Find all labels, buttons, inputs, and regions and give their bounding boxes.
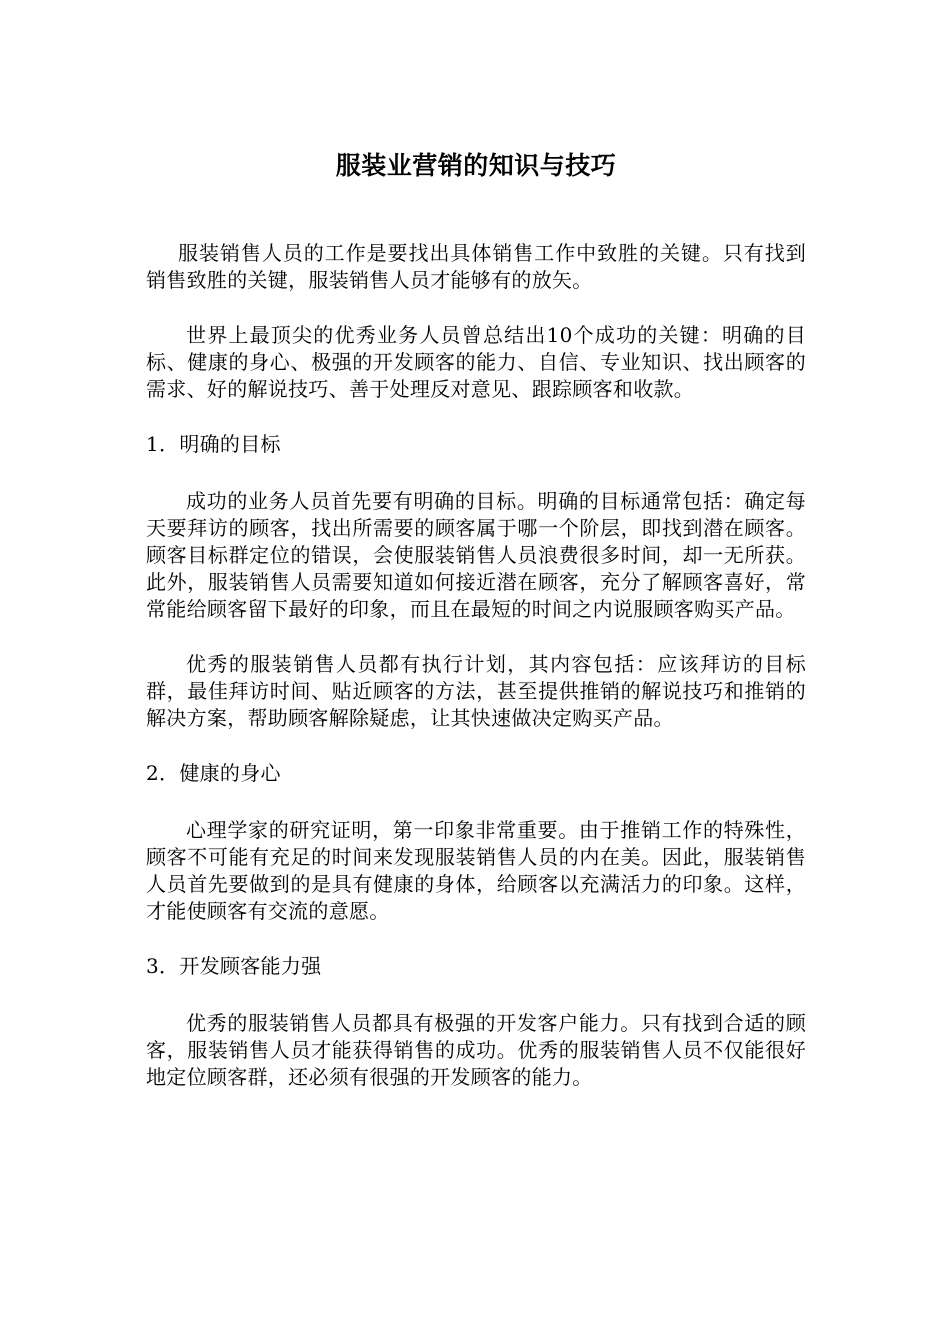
intro-paragraph-1: 服装销售人员的工作是要找出具体销售工作中致胜的关键。只有找到销售致胜的关键，服装销售人员才能够有的放矢。: [146, 241, 806, 292]
paragraph-spacer: [146, 623, 806, 651]
paragraph-spacer: [146, 403, 806, 431]
document-body: [146, 148, 806, 1091]
section-heading-3: 3．开发顾客能力强: [146, 954, 322, 978]
section-heading-1: 1．明确的目标: [146, 432, 281, 456]
section-1-paragraph-1: 成功的业务人员首先要有明确的目标。明确的目标通常包括：确定每天要拜访的顾客，找出所需要的顾客属于哪一个阶层，即找到潜在顾客。顾客目标群定位的错误，会使服装销售人员浪费很多时间，却一无所获。此外，服装销售人员需要知道如何接近潜在顾客，充分了解顾客喜好，常常能给顾客留下最好的印象，而且在最短的时间之内说服顾客购买产品。: [146, 489, 806, 621]
paragraph-spacer: [146, 732, 806, 760]
section-1-paragraph-2: 优秀的服装销售人员都有执行计划，其内容包括：应该拜访的目标群，最佳拜访时间、贴近顾客的方法，甚至提供推销的解说技巧和推销的解决方案，帮助顾客解除疑虑，让其快速做决定购买产品。: [146, 652, 806, 730]
paragraph-spacer: [146, 458, 806, 488]
paragraph-spacer: [146, 787, 806, 817]
section-3-paragraph-1: 优秀的服装销售人员都具有极强的开发客户能力。只有找到合适的顾客，服装销售人员才能获得销售的成功。优秀的服装销售人员不仅能很好地定位顾客群，还必须有很强的开发顾客的能力。: [146, 1011, 806, 1089]
paragraph-spacer: [146, 294, 806, 322]
paragraph-spacer: [146, 925, 806, 953]
intro-paragraph-2: 世界上最顶尖的优秀业务人员曾总结出10个成功的关键：明确的目标、健康的身心、极强的开发顾客的能力、自信、专业知识、找出顾客的需求、好的解说技巧、善于处理反对意见、跟踪顾客和收款。: [146, 323, 806, 401]
section-heading-2: 2．健康的身心: [146, 761, 281, 785]
section-2-paragraph-1: 心理学家的研究证明，第一印象非常重要。由于推销工作的特殊性，顾客不可能有充足的时间来发现服装销售人员的内在美。因此，服装销售人员首先要做到的是具有健康的身体，给顾客以充满活力的印象。这样，才能使顾客有交流的意愿。: [146, 818, 806, 923]
paragraph-spacer: [146, 980, 806, 1010]
document-title: 服装业营销的知识与技巧: [335, 151, 617, 180]
